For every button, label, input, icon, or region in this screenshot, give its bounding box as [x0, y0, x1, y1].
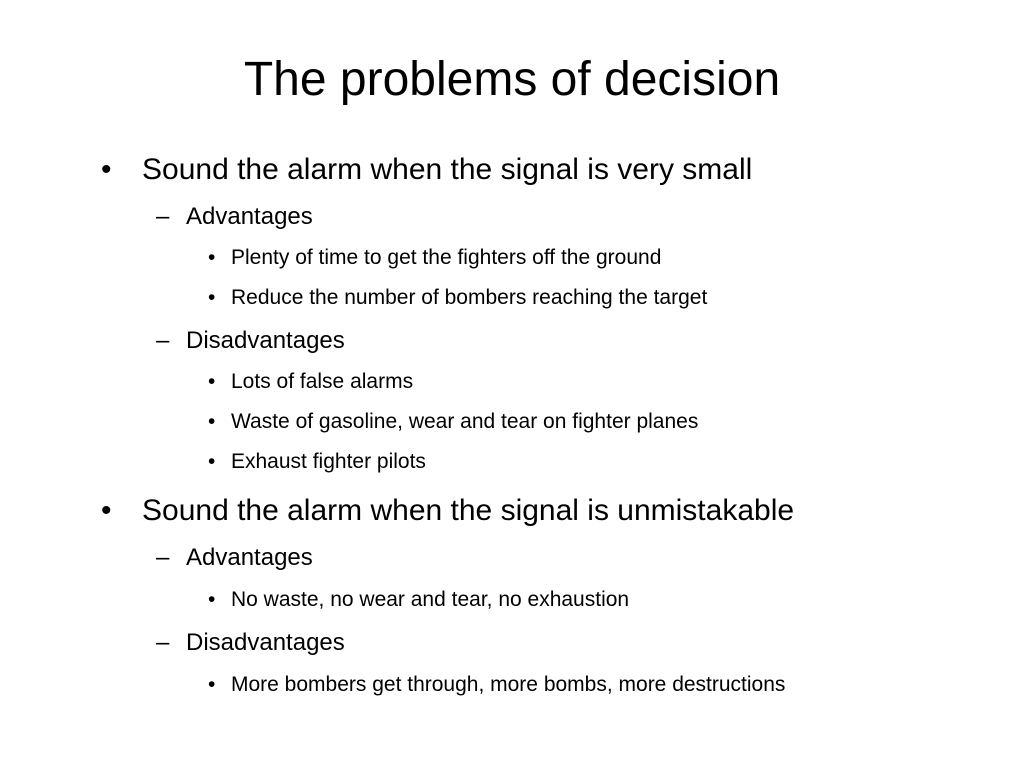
dash-marker: –	[156, 629, 170, 656]
bullet-marker: •	[208, 410, 216, 433]
dash-marker: –	[156, 203, 170, 230]
list-item-text: Exhaust fighter pilots	[231, 450, 426, 473]
dash-marker: –	[156, 327, 170, 354]
bullet-marker: •	[208, 673, 216, 696]
list-item-text: Reduce the number of bombers reaching the target	[231, 286, 708, 309]
bullet-marker: •	[101, 494, 112, 527]
slide-title: The problems of decision	[243, 53, 781, 106]
advantages-label: Advantages	[186, 203, 313, 230]
bullet-marker: •	[208, 370, 216, 393]
list-item-text: Plenty of time to get the fighters off the ground	[231, 246, 662, 269]
list-item-text: No waste, no wear and tear, no exhaustion	[231, 588, 630, 611]
bullet-marker: •	[208, 246, 216, 269]
advantages-label: Advantages	[186, 544, 313, 571]
dash-marker: –	[156, 544, 170, 571]
list-item-text: Lots of false alarms	[231, 370, 414, 393]
bullet-marker: •	[208, 588, 216, 611]
section-heading-text: Sound the alarm when the signal is unmistakable	[142, 494, 795, 527]
section-heading-text: Sound the alarm when the signal is very small	[142, 153, 753, 186]
bullet-marker: •	[101, 153, 112, 186]
disadvantages-label: Disadvantages	[186, 327, 345, 354]
list-item-text: Waste of gasoline, wear and tear on fighter planes	[231, 410, 699, 433]
bullet-marker: •	[208, 450, 216, 473]
bullet-marker: •	[208, 286, 216, 309]
disadvantages-label: Disadvantages	[186, 629, 345, 656]
list-item-text: More bombers get through, more bombs, more destructions	[231, 673, 786, 696]
